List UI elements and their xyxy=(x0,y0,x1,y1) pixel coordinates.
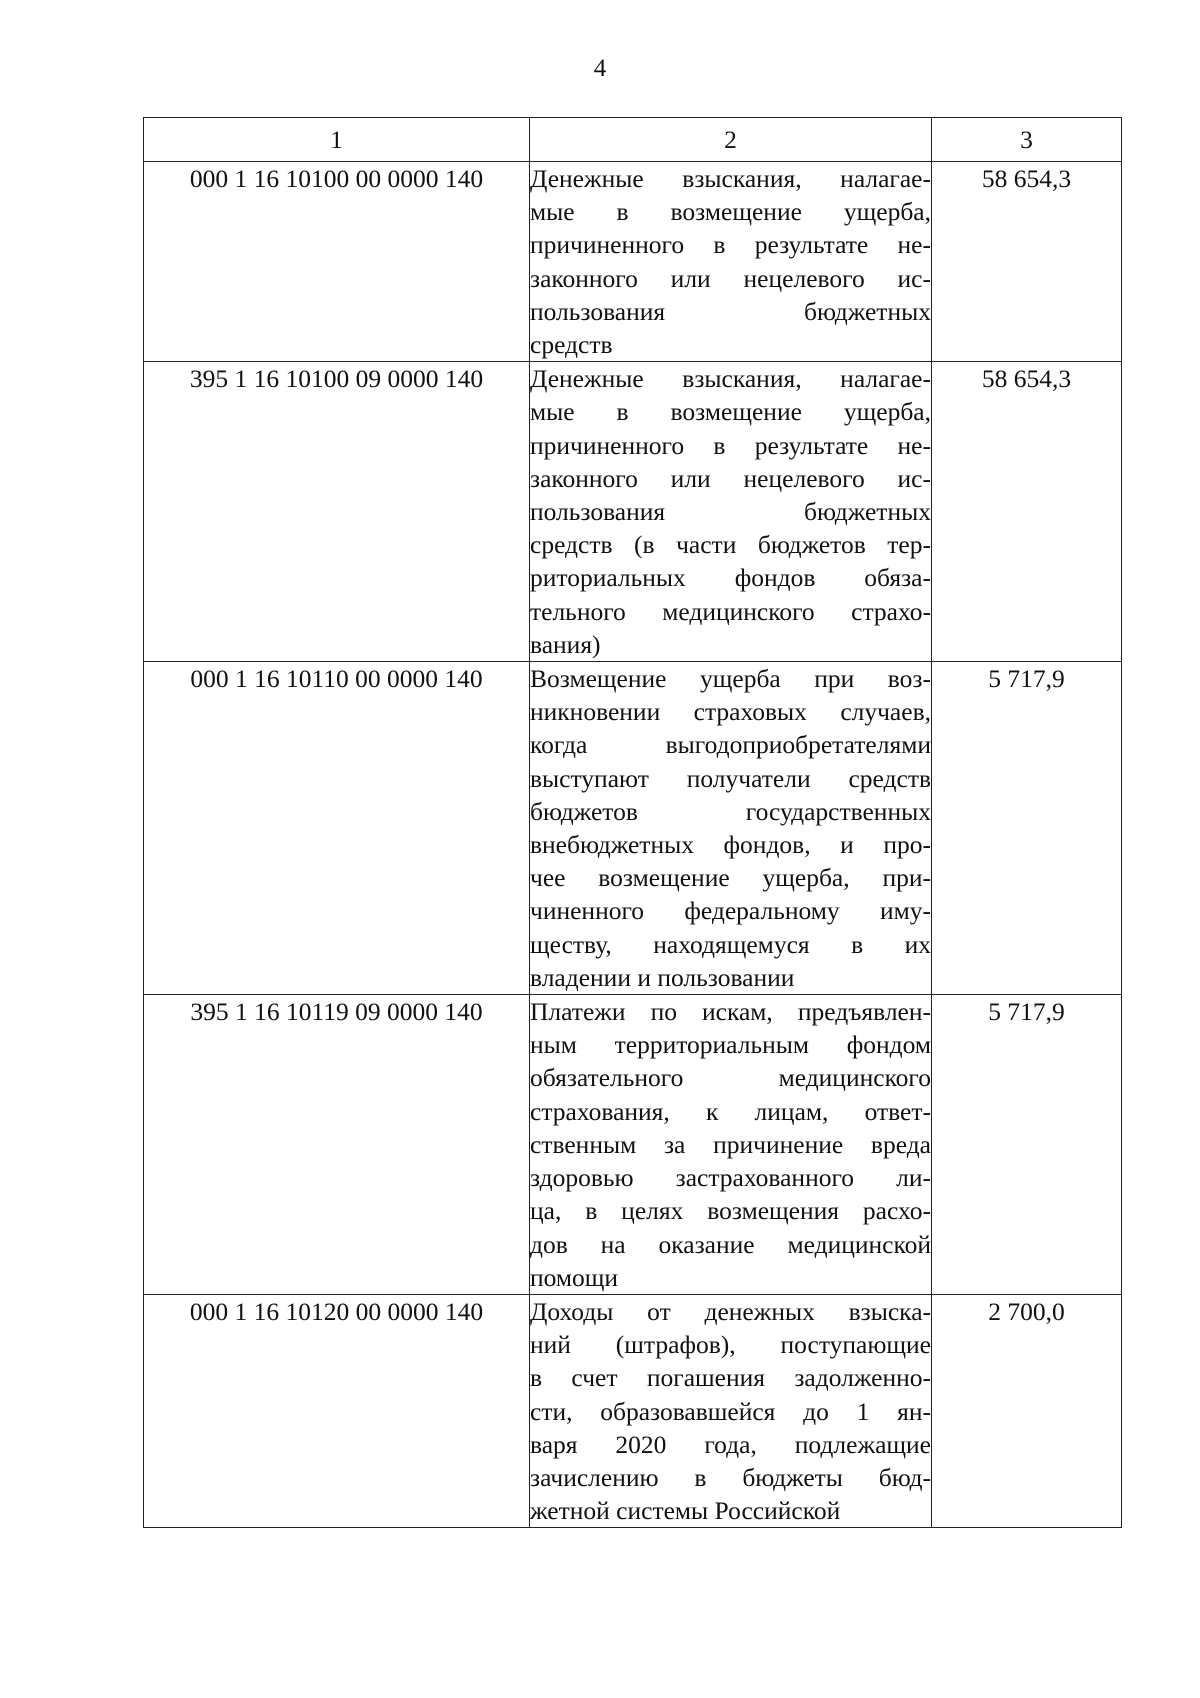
description-line: чиненного федеральному иму- xyxy=(530,896,931,926)
description-line: средств xyxy=(530,330,613,360)
description-line: вания) xyxy=(530,629,601,659)
description-cell xyxy=(530,662,932,995)
column-header-amount: 3 xyxy=(932,118,1122,162)
description-line: ществу, находящемуся в их xyxy=(530,929,931,959)
description-line: мые в возмещение ущерба, xyxy=(530,397,931,427)
description-line: ний (штрафов), поступающие xyxy=(530,1330,931,1360)
description-cell xyxy=(530,995,932,1295)
description-line: бюджетов государственных xyxy=(530,796,931,826)
description-line: когда выгодоприобретателями xyxy=(530,730,931,760)
description-line: обязательного медицинского xyxy=(530,1063,931,1093)
budget-code-cell: 000 1 16 10110 00 0000 140 xyxy=(144,662,530,995)
description-line: чее возмещение ущерба, при- xyxy=(530,863,931,893)
description-cell xyxy=(530,1294,932,1527)
description-line: дов на оказание медицинской xyxy=(530,1229,931,1259)
description-line: варя 2020 года, подлежащие xyxy=(530,1429,931,1459)
description-line: средств (в части бюджетов тер- xyxy=(530,530,931,560)
description-line: внебюджетных фондов, и про- xyxy=(530,830,931,860)
column-header-description: 2 xyxy=(530,118,932,162)
description-line: жетной системы Российской xyxy=(530,1496,841,1526)
table-row xyxy=(144,995,1122,1295)
table-body xyxy=(144,162,1122,1528)
description-line: Возмещение ущерба при воз- xyxy=(530,664,931,694)
description-line: причиненного в результате не- xyxy=(530,430,931,460)
description-line: ным территориальным фондом xyxy=(530,1030,931,1060)
description-line: законного или нецелевого ис- xyxy=(530,463,931,493)
page-number: 4 xyxy=(593,55,607,82)
budget-code-cell: 395 1 16 10119 09 0000 140 xyxy=(144,995,530,1295)
description-line: ца, в целях возмещения расхо- xyxy=(530,1196,931,1226)
description-line: законного или нецелевого ис- xyxy=(530,263,931,293)
amount-cell: 2 700,0 xyxy=(932,1294,1122,1527)
description-line: Денежные взыскания, налагае- xyxy=(530,364,931,394)
description-line: причиненного в результате не- xyxy=(530,230,931,260)
table-row xyxy=(144,662,1122,995)
amount-cell: 58 654,3 xyxy=(932,162,1122,362)
description-line: ственным за причинение вреда xyxy=(530,1129,931,1159)
description-line: никновении страховых случаев, xyxy=(530,697,931,727)
description-line: Доходы от денежных взыска- xyxy=(530,1296,931,1326)
description-line: зачислению в бюджеты бюд- xyxy=(530,1462,931,1492)
budget-code-cell: 000 1 16 10120 00 0000 140 xyxy=(144,1294,530,1527)
description-line: пользования бюджетных xyxy=(530,497,931,527)
amount-cell: 58 654,3 xyxy=(932,362,1122,662)
description-line: сти, образовавшейся до 1 ян- xyxy=(530,1396,931,1426)
description-line: страхования, к лицам, ответ- xyxy=(530,1096,931,1126)
description-line: владении и пользовании xyxy=(530,962,795,992)
budget-code-cell: 395 1 16 10100 09 0000 140 xyxy=(144,362,530,662)
description-line: пользования бюджетных xyxy=(530,296,931,326)
budget-revenue-table xyxy=(143,117,1122,1528)
description-line: здоровью застрахованного ли- xyxy=(530,1163,931,1193)
description-line: Денежные взыскания, налагае- xyxy=(530,164,931,193)
table-row xyxy=(144,162,1122,362)
header-row xyxy=(144,118,1122,162)
description-line: мые в возмещение ущерба, xyxy=(530,197,931,227)
description-cell xyxy=(530,362,932,662)
description-line: помощи xyxy=(530,1262,619,1292)
amount-cell: 5 717,9 xyxy=(932,995,1122,1295)
description-line: тельного медицинского страхо- xyxy=(530,596,931,626)
description-line: риториальных фондов обяза- xyxy=(530,563,931,593)
amount-cell: 5 717,9 xyxy=(932,662,1122,995)
table-row xyxy=(144,362,1122,662)
table-row xyxy=(144,1294,1122,1527)
description-line: в счет погашения задолженно- xyxy=(530,1363,931,1393)
column-header-code: 1 xyxy=(144,118,530,162)
description-line: Платежи по искам, предъявлен- xyxy=(530,997,931,1027)
budget-code-cell: 000 1 16 10100 00 0000 140 xyxy=(144,162,530,362)
description-line: выступают получатели средств xyxy=(530,763,931,793)
description-cell xyxy=(530,162,932,362)
